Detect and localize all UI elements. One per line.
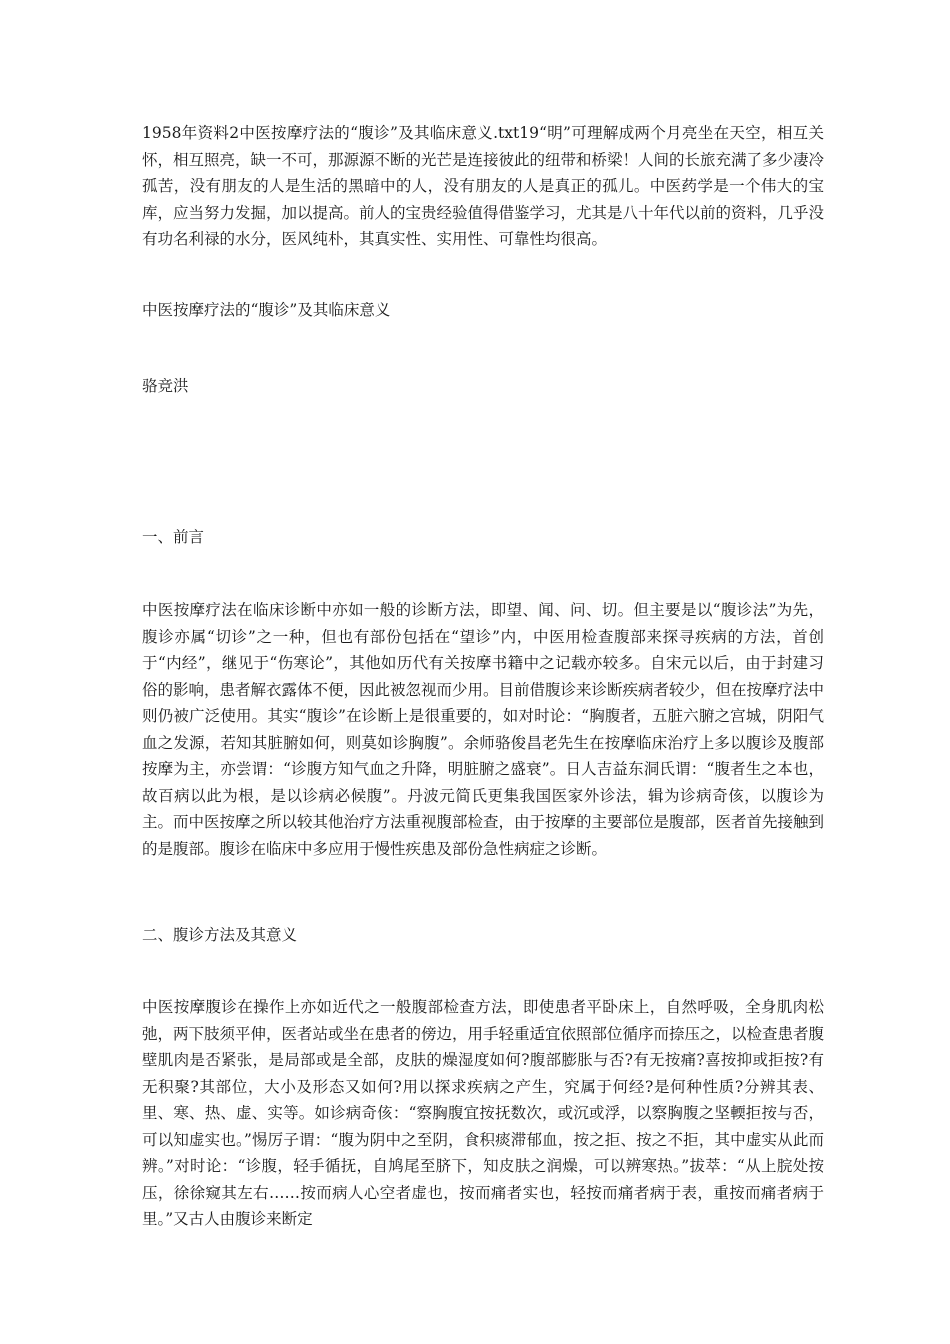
section-body-preface: 中医按摩疗法在临床诊断中亦如一般的诊断方法，即望、闻、问、切。但主要是以“腹诊法”为先，腹诊亦属“切诊”之一种，但也有部份包括在“望诊”内，中医用检查腹部来探寻疾病的方法，首创于“内经”，继见于“伤寒论”，其他如历代有关按摩书籍中之记载亦较多。自宋元以后，由于封建习俗的影响，患者解衣露体不便，因此被忽视而少用。目前借腹诊来诊断疾病者较少，但在按摩疗法中则仍被广泛使用。其实“腹诊”在诊断上是很重要的，如对时论：“胸腹者，五脏六腑之宫城，阴阳气血之发源，若知其脏腑如何，则莫如诊胸腹”。余师骆俊昌老先生在按摩临床治疗上多以腹诊及腹部按摩为主，亦尝谓：“诊腹方知气血之升降，明脏腑之盛衰”。日人吉益东洞氏谓：“腹者生之本也，故百病以此为根，是以诊病必候腹”。丹波元简氏更集我国医家外诊法，辑为诊病奇侅，以腹诊为主。而中医按摩之所以较其他治疗方法重视腹部检查，由于按摩的主要部位是腹部，医者首先接触到的是腹部。腹诊在临床中多应用于慢性疾患及部份急性病症之诊断。 [142,601,825,858]
document-title: 中医按摩疗法的“腹诊”及其临床意义 [142,301,391,319]
document-author: 骆竞洪 [142,377,189,395]
section-heading-preface: 一、前言 [142,528,205,546]
intro-paragraph: 1958年资料2中医按摩疗法的“腹诊”及其临床意义.txt19“明”可理解成两个月亮坐在天空，相互关怀，相互照亮，缺一不可，那源源不断的光芒是连接彼此的纽带和桥梁！人间的长旅充满了多少凄冷孤苦，没有朋友的人是生活的黑暗中的人，没有朋友的人是真正的孤儿。中医药学是一个伟大的宝库，应当努力发掘，加以提高。前人的宝贵经验值得借鉴学习，尤其是八十年代以前的资料，几乎没有功名利禄的水分，医风纯朴，其真实性、实用性、可靠性均很高。 [142,124,825,248]
section-body-method: 中医按摩腹诊在操作上亦如近代之一般腹部检查方法，即使患者平卧床上，自然呼吸，全身肌肉松弛，两下肢须平伸，医者站或坐在患者的傍边，用手轻重适宜依照部位循序而捺压之，以检查患者腹壁肌肉是否紧张，是局部或是全部，皮肤的燥湿度如何?腹部膨胀与否?有无按痛?喜按抑或拒按?有无积聚?其部位，大小及形态又如何?用以探求疾病之产生，究属于何经?是何种性质?分辨其表、里、寒、热、虚、实等。如诊病奇侅：“察胸腹宜按抚数次，或沉或浮，以察胸腹之坚輭拒按与否，可以知虚实也。”惕厉子谓：“腹为阴中之至阴，食积痰滞郁血，按之拒、按之不拒，其中虚实从此而辨。”对时论：“诊腹，轻手循抚，自鸠尾至脐下，知皮肤之润燥，可以辨寒热。”拔萃：“从上脘处按压，徐徐窥其左右……按而病人心空者虚也，按而痛者实也，轻按而痛者病于表，重按而痛者病于里。”又古人由腹诊来断定 [142,998,825,1228]
section-heading-method: 二、腹诊方法及其意义 [142,926,298,944]
